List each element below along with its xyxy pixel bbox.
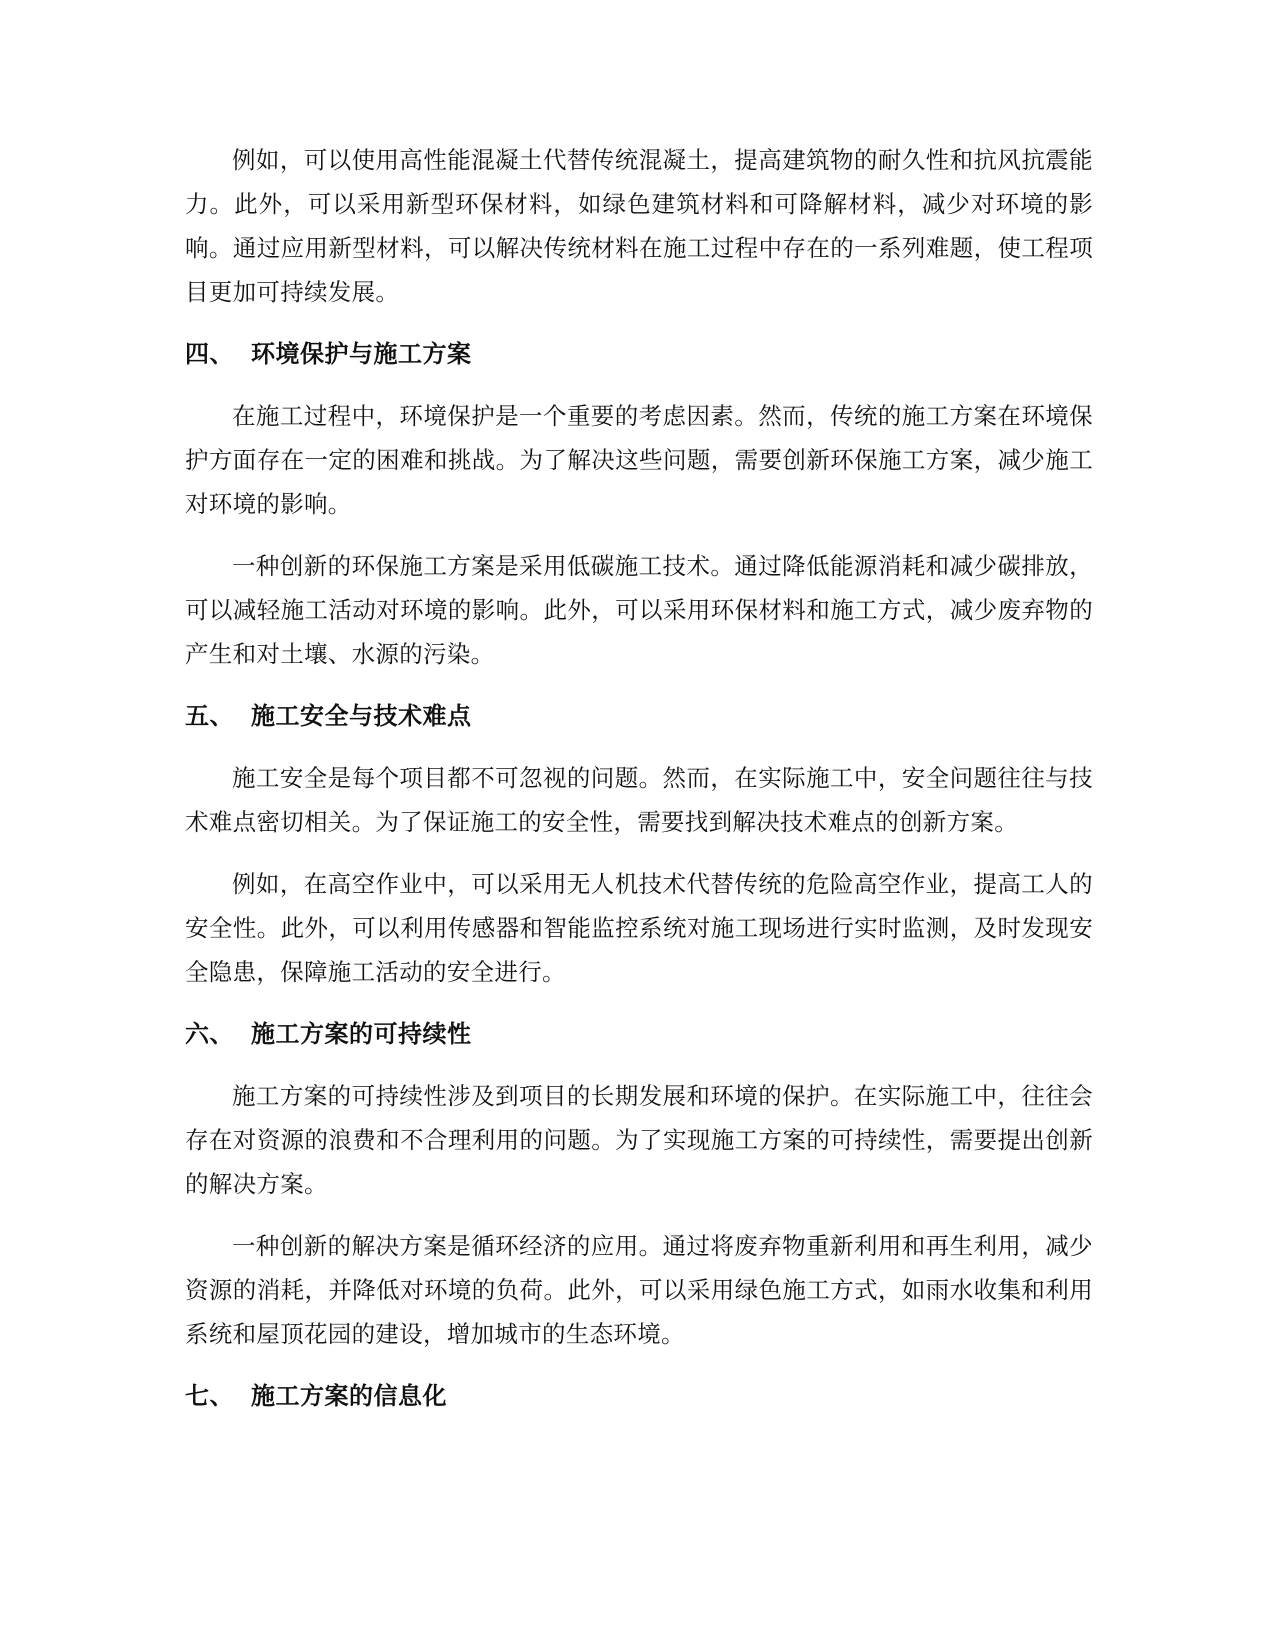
section-heading-5 [185,694,1093,738]
section-heading-7 [185,1374,1093,1418]
section-title: 施工方案的可持续性 [251,1020,472,1048]
section-number: 七、 [185,1382,234,1410]
section-heading-4 [185,332,1093,376]
paragraph: 在施工过程中，环境保护是一个重要的考虑因素。然而，传统的施工方案在环境保护方面存在一定的困难和挑战。为了解决这些问题，需要创新环保施工方案，减少施工对环境的影响。 [185,402,1093,518]
paragraph: 施工方案的可持续性涉及到项目的长期发展和环境的保护。在实际施工中，往往会存在对资源的浪费和不合理利用的问题。为了实现施工方案的可持续性，需要提出创新的解决方案。 [185,1082,1093,1198]
paragraph: 例如，在高空作业中，可以采用无人机技术代替传统的危险高空作业，提高工人的安全性。此外，可以利用传感器和智能监控系统对施工现场进行实时监测，及时发现安全隐患，保障施工活动的安全进行。 [185,870,1093,986]
paragraph: 一种创新的解决方案是循环经济的应用。通过将废弃物重新利用和再生利用，减少资源的消耗，并降低对环境的负荷。此外，可以采用绿色施工方式，如雨水收集和利用系统和屋顶花园的建设，增加城市的生态环境。 [185,1232,1093,1348]
section-number: 五、 [185,702,234,730]
document-page [185,138,1093,1418]
paragraph: 例如，可以使用高性能混凝土代替传统混凝土，提高建筑物的耐久性和抗风抗震能力。此外，可以采用新型环保材料，如绿色建筑材料和可降解材料，减少对环境的影响。通过应用新型材料，可以解决传统材料在施工过程中存在的一系列难题，使工程项目更加可持续发展。 [185,146,1093,306]
section-number: 四、 [185,340,234,368]
section-number: 六、 [185,1020,234,1048]
section-title: 施工安全与技术难点 [251,702,472,730]
section-title: 施工方案的信息化 [251,1382,447,1410]
paragraph: 施工安全是每个项目都不可忽视的问题。然而，在实际施工中，安全问题往往与技术难点密切相关。为了保证施工的安全性，需要找到解决技术难点的创新方案。 [185,764,1093,836]
section-title: 环境保护与施工方案 [251,340,472,368]
paragraph: 一种创新的环保施工方案是采用低碳施工技术。通过降低能源消耗和减少碳排放，可以减轻施工活动对环境的影响。此外，可以采用环保材料和施工方式，减少废弃物的产生和对土壤、水源的污染。 [185,552,1093,668]
section-heading-6 [185,1012,1093,1056]
